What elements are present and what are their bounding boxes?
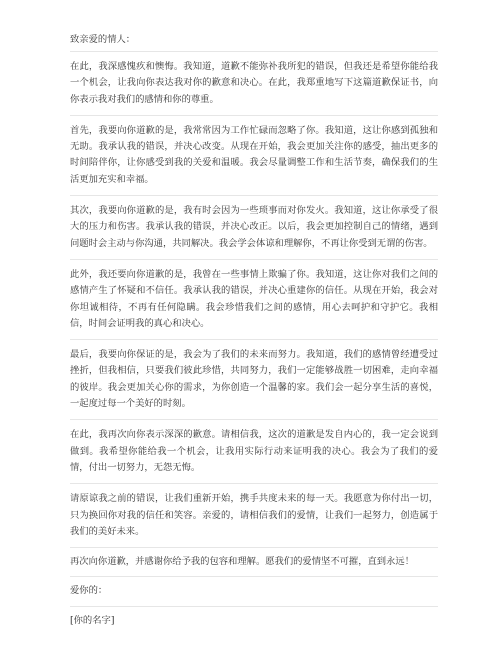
- letter-page: [70, 32, 438, 635]
- letter-closing: 爱你的：: [70, 577, 438, 606]
- letter-paragraph-2: 首先，我要向你道歉的是，我常常因为工作忙碌而忽略了你。我知道，这让你感到孤独和无助。我承认我的错误，并决心改变。从现在开始，我会更加关注你的感受，抽出更多的时间陪伴你，让你感受到我的关爱和温暖。我会尽量调整工作和生活节奏，确保我们的生活更加充实和幸福。: [70, 116, 438, 196]
- letter-paragraph-1: 在此，我深感愧疚和懊悔。我知道，道歉不能弥补我所犯的错误，但我还是希望你能给我一个机会，让我向你表达我对你的歉意和决心。在此，我郑重地写下这篇道歉保证书，向你表示我对我们的感情和你的尊重。: [70, 52, 438, 116]
- letter-paragraph-3: 其次，我要向你道歉的是，我有时会因为一些琐事而对你发火。我知道，这让你承受了很大的压力和伤害。我承认我的错误，并决心改正。以后，我会更加控制自己的情绪，遇到问题时会主动与你沟通，共同解决。我会学会体谅和理解你，不再让你受到无谓的伤害。: [70, 196, 438, 260]
- letter-paragraph-6: 在此，我再次向你表示深深的歉意。请相信我，这次的道歉是发自内心的，我一定会说到做到。我希望你能给我一个机会，让我用实际行动来证明我的决心。我会为了我们的爱情，付出一切努力，无怨无悔。: [70, 420, 438, 484]
- letter-salutation: 致亲爱的情人：: [70, 34, 136, 45]
- letter-paragraph-7: 请原谅我之前的错误，让我们重新开始，携手共度未来的每一天。我愿意为你付出一切，只为换回你对我的信任和笑容。亲爱的，请相信我们的爱情，让我们一起努力，创造属于我们的美好未来。: [70, 484, 438, 548]
- letter-paragraph-8: 再次向你道歉，并感谢你给予我的包容和理解。愿我们的爱情坚不可摧，直到永远！: [70, 548, 438, 577]
- letter-paragraph-5: 最后，我要向你保证的是，我会为了我们的未来而努力。我知道，我们的感情曾经遭受过挫折，但我相信，只要我们彼此珍惜，共同努力，我们一定能够战胜一切困难，走向幸福的彼岸。我会更加关心你的需求，为你创造一个温馨的家。我们会一起分享生活的喜悦，一起度过每一个美好的时刻。: [70, 340, 438, 420]
- letter-paragraph-4: 此外，我还要向你道歉的是，我曾在一些事情上欺骗了你。我知道，这让你对我们之间的感情产生了怀疑和不信任。我承认我的错误，并决心重建你的信任。从现在开始，我会对你坦诚相待，不再有任何隐瞒。我会珍惜我们之间的感情，用心去呵护和守护它。我相信，时间会证明我的真心和决心。: [70, 260, 438, 340]
- letter-signature: [你的名字]: [70, 614, 115, 626]
